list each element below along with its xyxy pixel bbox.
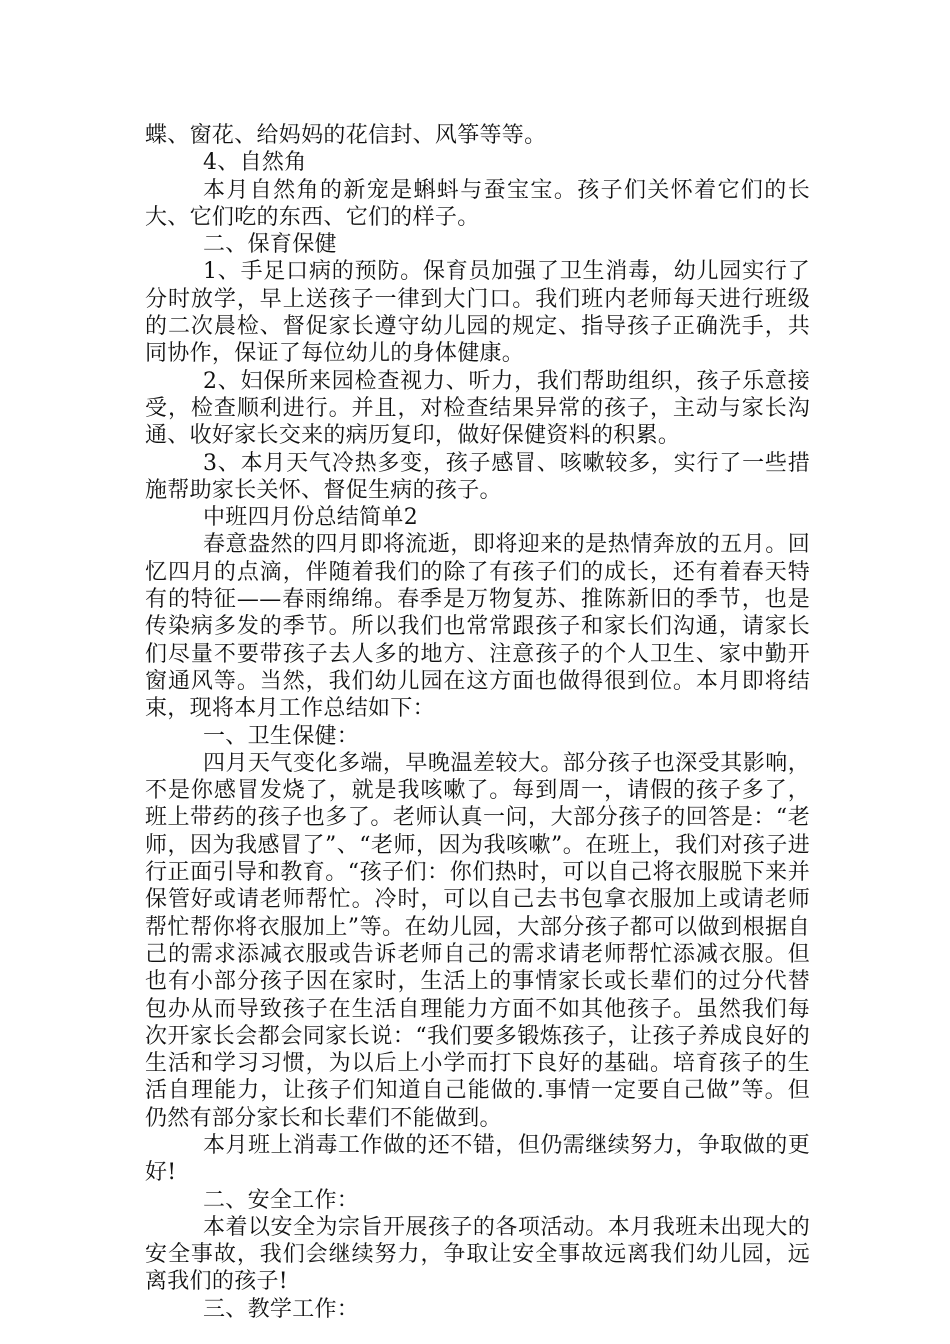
paragraph-safety: 本着以安全为宗旨开展孩子的各项活动。本月我班未出现大的安全事故，我们会继续努力，争取让安全事故远离我们幼儿园，远离我们的孩子! bbox=[145, 1214, 810, 1295]
heading-teaching: 三、教学工作： bbox=[203, 1296, 360, 1322]
paragraph-hygiene: 四月天气变化多端，早晚温差较大。部分孩子也深受其影响，不是你感冒发烧了，就是我咳嗽了。每到周一，请假的孩子多了，班上带药的孩子也多了。老师认真一问，大部分孩子的回答是：“老师，因为我感冒了”、“老师，因为我咳嗽”。在班上，我们对孩子进行正面引导和教育。“孩子们：你们热时，可以自己将衣服脱下来并保管好或请老师帮忙。冷时，可以自己去书包拿衣服加上或请老师帮忙帮你将衣服加上”等。在幼儿园，大部分孩子都可以做到根据自己的需求添减衣服或告诉老师自己的需求请老师帮忙添减衣服。但也有小部分孩子因在家时，生活上的事情家长或长辈们的过分代替包办从而导致孩子在生活自理能力方面不如其他孩子。虽然我们每次开家长会都会同家长说：“我们要多锻炼孩子，让孩子养成良好的生活和学习习惯，为以后上小学而打下良好的基础。培育孩子的生活自理能力，让孩子们知道自己能做的.事情一定要自己做”等。但仍然有部分家长和长辈们不能做到。 bbox=[145, 750, 810, 1131]
paragraph-nature-corner: 本月自然角的新宠是蝌蚪与蚕宝宝。孩子们关怀着它们的长大、它们吃的东西、它们的样子。 bbox=[145, 177, 810, 230]
heading-care-health: 二、保育保健 bbox=[203, 232, 337, 258]
paragraph-intro: 春意盎然的四月即将流逝，即将迎来的是热情奔放的五月。回忆四月的点滴，伴随着我们的除了有孩子们的成长，还有着春天特有的特征——春雨绵绵。春季是万物复苏、推陈新旧的季节，也是传染病多发的季节。所以我们也常常跟孩子和家长们沟通，请家长们尽量不要带孩子去人多的地方、注意孩子的个人卫生、家中勤开窗通风等。当然，我们幼儿园在这方面也做得很到位。本月即将结束，现将本月工作总结如下： bbox=[145, 532, 810, 722]
paragraph-hfmd-prevention: 1、手足口病的预防。保育员加强了卫生消毒，幼儿园实行了分时放学，早上送孩子一律到大门口。我们班内老师每天进行班级的二次晨检、督促家长遵守幼儿园的规定、指导孩子正确洗手，共同协作，保证了每位幼儿的身体健康。 bbox=[145, 259, 810, 367]
heading-safety: 二、安全工作： bbox=[203, 1187, 360, 1213]
paragraph-weather: 3、本月天气冷热多变，孩子感冒、咳嗽较多，实行了一些措施帮助家长关怀、督促生病的孩子。 bbox=[145, 450, 810, 503]
heading-hygiene: 一、卫生保健： bbox=[203, 723, 360, 749]
section-title-summary-2: 中班四月份总结简单2 bbox=[203, 505, 418, 531]
paragraph-vision-hearing-check: 2、妇保所来园检查视力、听力，我们帮助组织，孩子乐意接受，检查顺利进行。并且，对检查结果异常的孩子，主动与家长沟通、收好家长交来的病历复印，做好保健资料的积累。 bbox=[145, 368, 810, 449]
heading-nature-corner: 4、自然角 bbox=[203, 150, 307, 176]
paragraph-disinfection: 本月班上消毒工作做的还不错，但仍需继续努力，争取做的更好! bbox=[145, 1132, 810, 1186]
paragraph-1: 蝶、窗花、给妈妈的花信封、风筝等等。 bbox=[145, 123, 547, 148]
document-page bbox=[145, 122, 810, 1323]
